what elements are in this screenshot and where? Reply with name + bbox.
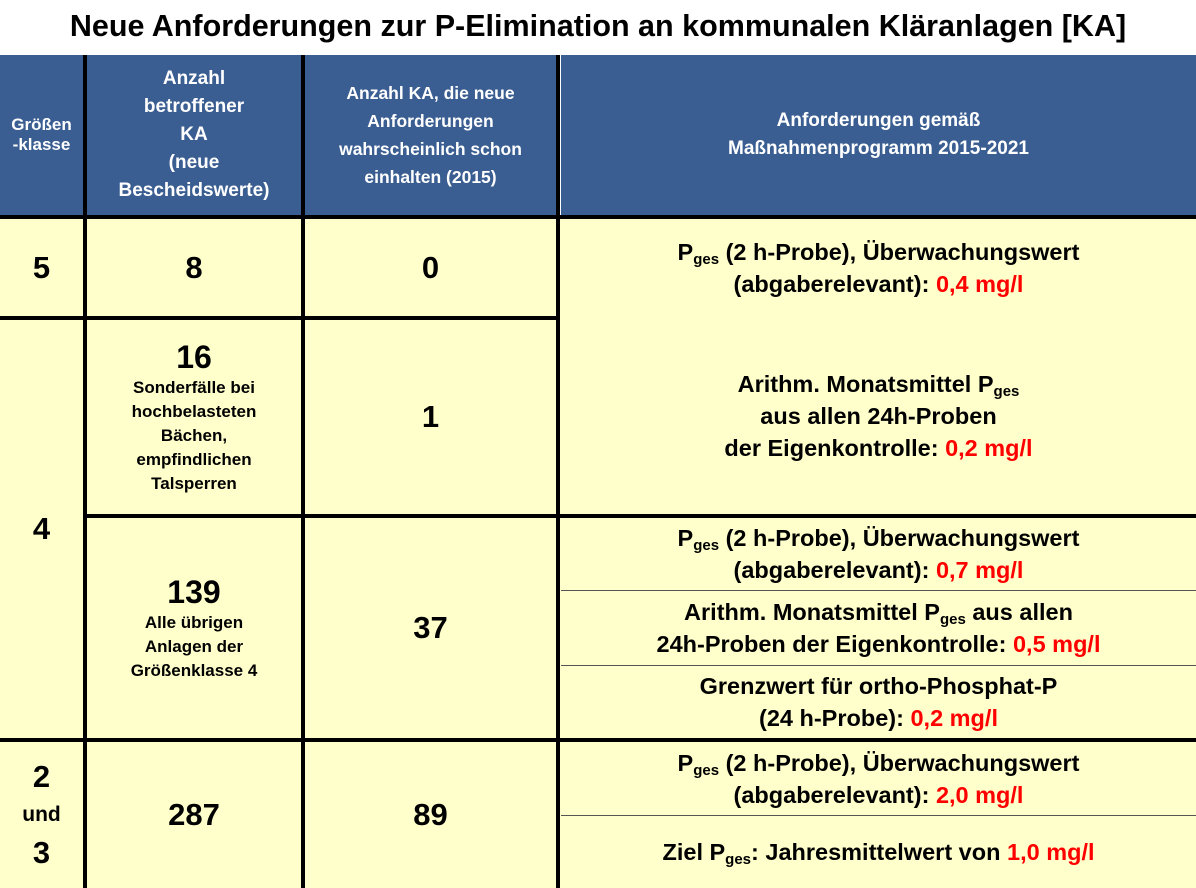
header-size-class: Größen -klasse xyxy=(0,55,83,215)
cell-class4-special-compliant: 1 xyxy=(421,399,440,434)
header-compliant: Anzahl KA, die neue Anforderungen wahrscheinlich schon einhalten (2015) xyxy=(305,55,556,215)
grid-line-vertical-1 xyxy=(83,55,87,888)
grid-line-thin-2 xyxy=(561,665,1196,666)
grid-line-thin-3 xyxy=(561,815,1196,816)
grid-line-class4-bottom xyxy=(0,738,1196,742)
requirement-class4-monthly: Arithm. Monatsmittel $P_{ges}$ aus allen 24h-Proben der Eigenkontrolle: 0,5 mg/l xyxy=(656,599,1101,657)
grid-line-header-bottom xyxy=(0,215,1196,219)
cell-class5-affected: 8 xyxy=(185,249,203,285)
cell-class5-compliant: 0 xyxy=(421,249,440,285)
cell-class23-affected: 287 xyxy=(168,797,220,832)
requirement-class4-monitoring: $P_{ges}$ (2 h-Probe), Überwachungswert (abgaberelevant): 0,7 mg/l xyxy=(677,525,1080,583)
requirement-class4-special: Arithm. Monatsmittel $P_{ges}$ aus allen 24h-Proben der Eigenkontrolle: 0,2 mg/l xyxy=(724,371,1033,461)
grid-line-class5-bottom xyxy=(0,316,560,320)
cell-class23-size: 2 und 3 xyxy=(22,759,61,870)
page-title: Neue Anforderungen zur P-Elimination an kommunalen Kläranlagen [KA] xyxy=(69,9,1127,43)
cell-class4-size: 4 xyxy=(32,511,51,546)
cell-class23-compliant: 89 xyxy=(413,797,448,832)
grid-line-class4-split xyxy=(87,514,1196,518)
requirement-class23-monitoring: $P_{ges}$ (2 h-Probe), Überwachungswert (abgaberelevant): 2,0 mg/l xyxy=(677,749,1080,808)
grid-line-vertical-2 xyxy=(301,55,305,888)
requirement-class23-target: Ziel $P_{ges}$: Jahresmittelwert von 1,0 mg/l xyxy=(662,839,1095,868)
cell-class4-other-affected: 139 Alle übrigen Anlagen der Größenklasse 4 xyxy=(130,574,258,680)
header-requirements: Anforderungen gemäß Maßnahmenprogramm 2015-2021 xyxy=(561,55,1196,215)
requirement-class4-orthophosphate: Grenzwert für ortho-Phosphat-P (24 h-Probe): 0,2 mg/l xyxy=(699,673,1058,731)
cell-class5-size: 5 xyxy=(32,249,51,285)
grid-line-vertical-3 xyxy=(556,55,560,888)
requirement-class5: $P_{ges}$ (2 h-Probe), Überwachungswert (abgaberelevant): 0,4 mg/l xyxy=(677,238,1080,297)
cell-class4-special-affected: 16 Sonderfälle bei hochbelasteten Bächen, empfindlichen Talsperren xyxy=(131,339,257,493)
header-affected: Anzahl betroffener KA (neue Bescheidswerte) xyxy=(87,55,301,215)
cell-class4-other-compliant: 37 xyxy=(413,610,448,645)
grid-line-thin-1 xyxy=(561,590,1196,591)
